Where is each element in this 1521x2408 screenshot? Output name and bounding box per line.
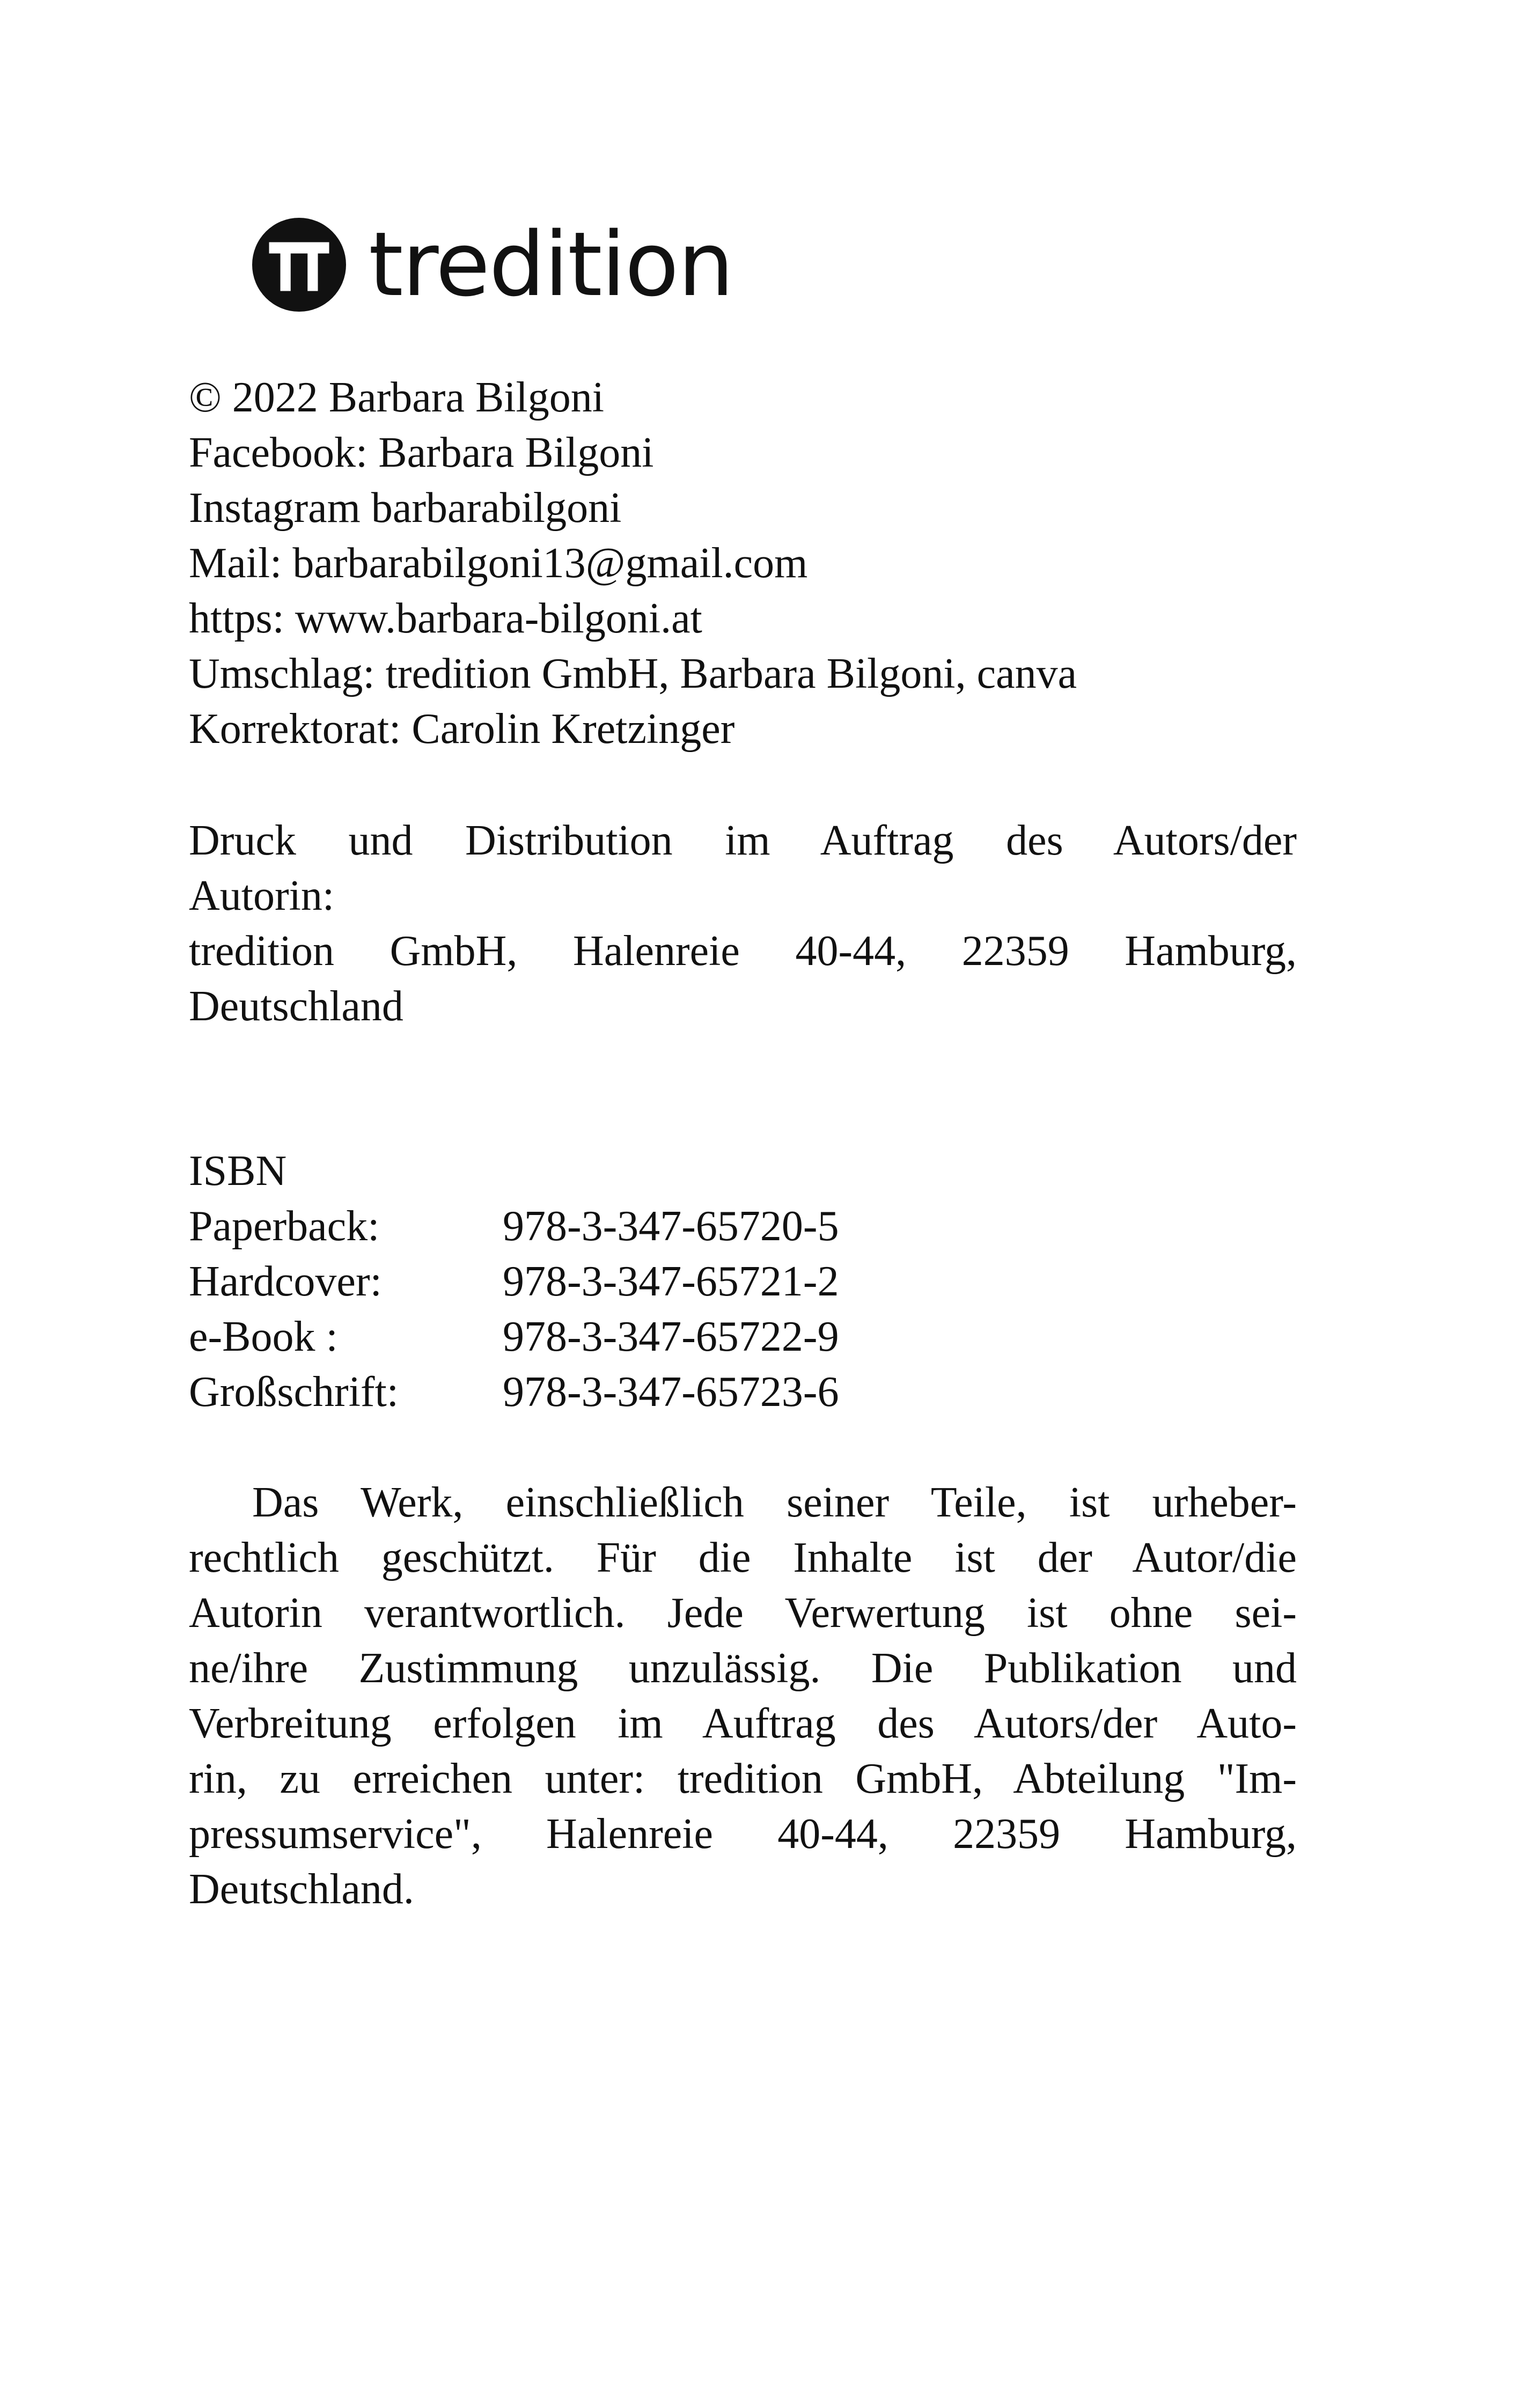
distribution-address-line: tredition GmbH, Halenreie 40-44, 22359 Hamburg, [189,927,1297,975]
notice-line: rin, zu erreichen unter: tredition GmbH, Abteilung "Im- [189,1755,1297,1802]
mail-line: Mail: barbarabilgoni13@gmail.com [189,540,808,587]
facebook-line: Facebook: Barbara Bilgoni [189,429,654,476]
isbn-value: 978-3-347-65721-2 [503,1258,839,1305]
notice-line: rechtlich geschützt. Für die Inhalte ist der Autor/die [189,1534,1297,1581]
isbn-label: Paperback: [189,1203,380,1250]
notice-line: Deutschland. [189,1866,414,1913]
isbn-value: 978-3-347-65720-5 [503,1203,839,1250]
isbn-label: Hardcover: [189,1258,382,1305]
isbn-section [189,1144,1297,1420]
distribution-country-line: Deutschland [189,983,403,1030]
tredition-logo-icon [252,218,346,312]
isbn-row-large-print [189,1365,1297,1420]
logo-wordmark: tredition [369,212,733,316]
isbn-row-ebook [189,1309,1297,1365]
website-line: https: www.barbara-bilgoni.at [189,595,702,642]
isbn-heading: ISBN [189,1147,287,1195]
notice-line: Das Werk, einschließlich seiner Teile, ist urheber- [252,1479,1297,1526]
cover-credit-line: Umschlag: tredition GmbH, Barbara Bilgoni, canva [189,650,1077,697]
notice-line: pressumservice", Halenreie 40-44, 22359 Hamburg, [189,1810,1297,1858]
copyright-line: © 2022 Barbara Bilgoni [189,374,604,421]
isbn-label: Großschrift: [189,1368,399,1416]
isbn-label: e-Book : [189,1313,338,1360]
distribution-line: Druck und Distribution im Auftrag des Autors/der [189,817,1297,864]
imprint-details [189,370,1297,757]
notice-line: ne/ihre Zustimmung unzulässig. Die Publikation und [189,1645,1297,1692]
isbn-row-hardcover [189,1254,1297,1309]
proofreading-credit-line: Korrektorat: Carolin Kretzinger [189,705,735,753]
isbn-value: 978-3-347-65722-9 [503,1313,839,1360]
isbn-row-paperback [189,1199,1297,1254]
isbn-value: 978-3-347-65723-6 [503,1368,839,1416]
notice-line: Autorin verantwortlich. Jede Verwertung ist ohne sei- [189,1589,1297,1637]
instagram-line: Instagram barbarabilgoni [189,484,622,532]
publisher-logo [252,212,733,316]
distribution-line: Autorin: [189,872,335,919]
notice-line: Verbreitung erfolgen im Auftrag des Autors/der Auto- [189,1700,1297,1747]
copyright-notice [189,1475,1297,1917]
distribution-details [189,813,1297,1034]
